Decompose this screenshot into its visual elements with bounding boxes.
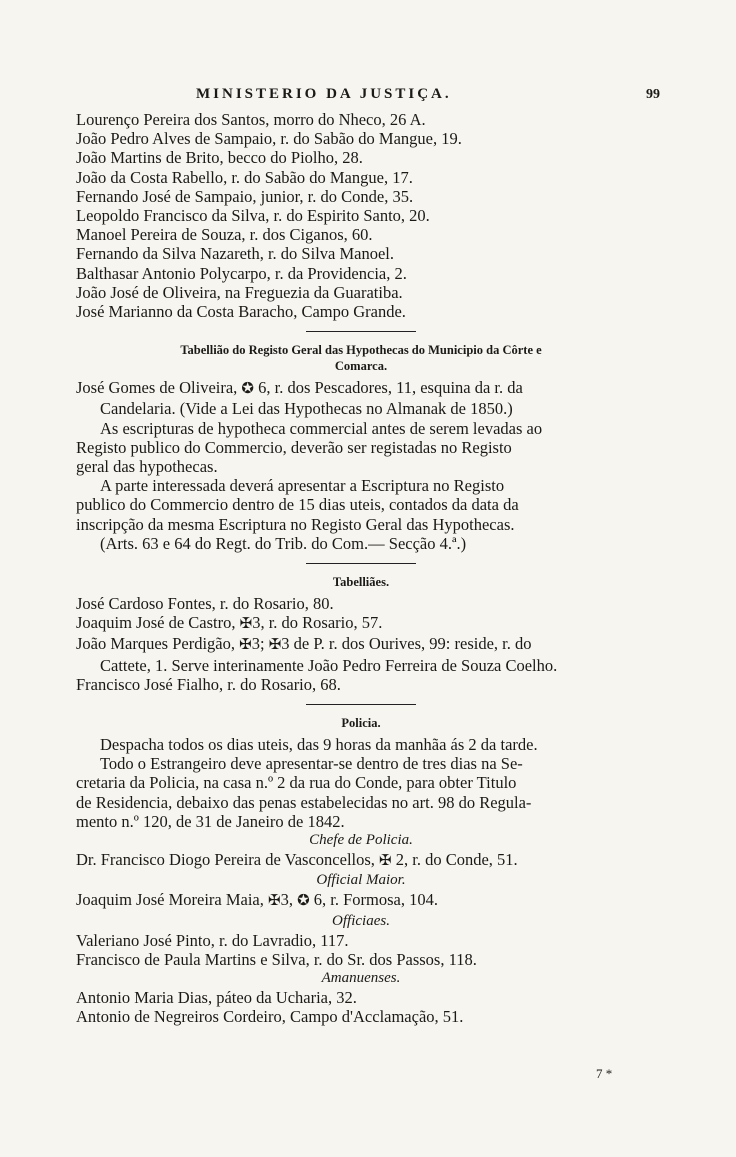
- list-item: João Martins de Brito, becco do Piolho, 28.: [76, 148, 363, 168]
- section-tabelliaes: [76, 574, 646, 694]
- entry-name: José Gomes de Oliveira,: [76, 378, 238, 398]
- list-item: Leopoldo Francisco da Silva, r. do Espirito Santo, 20.: [76, 206, 430, 226]
- list-item: José Cardoso Fontes, r. do Rosario, 80.: [76, 594, 334, 614]
- section-title: Policia.: [341, 716, 381, 731]
- list-item: [76, 890, 646, 911]
- section-divider: [306, 331, 416, 332]
- order-rose-icon: ✪: [241, 381, 254, 398]
- list-item: [76, 634, 646, 655]
- order-cross-icon: ✠: [239, 616, 253, 633]
- list-item: Lourenço Pereira dos Santos, morro do Nheco, 26 A.: [76, 110, 426, 129]
- list-item: João Pedro Alves de Sampaio, r. do Sabão do Mangue, 19.: [76, 129, 462, 149]
- paragraph-line: mento n.º 120, de 31 de Janeiro de 1842.: [76, 811, 345, 831]
- page-content: [76, 110, 646, 1026]
- list-item: João José de Oliveira, na Freguezia da Guaratiba.: [76, 282, 403, 302]
- section-title: Tabellião do Registo Geral das Hypothecas do Municipio da Côrte e: [180, 343, 542, 358]
- entry-name: Joaquim José Moreira Maia,: [76, 890, 264, 910]
- entry-address: 3 de P. r. dos Ourives, 99: reside, r. do: [281, 634, 532, 654]
- list-item: [76, 613, 646, 634]
- list-item: Antonio Maria Dias, páteo da Ucharia, 32.: [76, 987, 357, 1007]
- list-item: Antonio de Negreiros Cordeiro, Campo d'Acclamação, 51.: [76, 1007, 464, 1027]
- order-cross-icon: ✠: [379, 853, 392, 870]
- paragraph-line: geral das hypothecas.: [76, 457, 218, 477]
- entry-name: Dr. Francisco Diogo Pereira de Vasconcellos,: [76, 850, 375, 870]
- list-item: Manoel Pereira de Souza, r. dos Ciganos, 60.: [76, 225, 373, 245]
- running-title: MINISTERIO DA JUSTIÇA.: [196, 86, 452, 102]
- entry-address: 6, r. Formosa, 104.: [313, 890, 438, 910]
- entry-rank: 3;: [251, 634, 265, 654]
- page-header: [76, 86, 660, 103]
- subsection-title: Amanuenses.: [321, 969, 401, 986]
- paragraph-line: A parte interessada deverá apresentar a Escriptura no Registo: [100, 476, 505, 496]
- list-item: Balthasar Antonio Polycarpo, r. da Providencia, 2.: [76, 263, 407, 283]
- order-cross-icon: ✠: [268, 637, 282, 654]
- section-policia: [76, 715, 646, 1026]
- subsection-title: Official Maior.: [316, 872, 406, 889]
- list-item: João da Costa Rabello, r. do Sabão do Mangue, 17.: [76, 167, 413, 187]
- section-divider: [306, 704, 416, 705]
- section-title-cont: Comarca.: [334, 359, 388, 374]
- paragraph-line: cretaria da Policia, na casa n.º 2 da rua do Conde, para obter Titulo: [76, 773, 517, 793]
- list-item: José Marianno da Costa Baracho, Campo Grande.: [76, 302, 406, 322]
- subsection-title: Chefe de Policia.: [309, 832, 413, 849]
- paragraph-line: Todo o Estrangeiro deve apresentar-se dentro de tres dias na Se-: [100, 754, 523, 774]
- order-rose-icon: ✪: [297, 893, 310, 910]
- paragraph-line: de Residencia, debaixo das penas estabelecidas no art. 98 do Regula-: [76, 792, 532, 812]
- section-divider: [306, 563, 416, 564]
- paragraph-line: Despacha todos os dias uteis, das 9 horas da manhãa ás 2 da tarde.: [100, 735, 538, 755]
- paragraph-line: (Arts. 63 e 64 do Regt. do Trib. do Com.— Secção 4.ª.): [100, 533, 467, 553]
- list-item: Fernando José de Sampaio, junior, r. do Conde, 35.: [76, 186, 414, 206]
- entry-name: Joaquim José de Castro,: [76, 613, 236, 633]
- section-title: Tabelliães.: [332, 575, 390, 590]
- entry-name: João Marques Perdigão,: [76, 634, 236, 654]
- list-item: Valeriano José Pinto, r. do Lavradio, 117.: [76, 930, 349, 950]
- entry-address: 2, r. do Conde, 51.: [395, 850, 518, 870]
- order-cross-icon: ✠: [268, 893, 281, 910]
- paragraph-line: publico do Commercio dentro de 15 dias uteis, contados da data da: [76, 495, 519, 515]
- list-item: Fernando da Silva Nazareth, r. do Silva Manoel.: [76, 244, 395, 264]
- entry-rank: 3,: [280, 890, 293, 910]
- list-item: [76, 850, 646, 871]
- order-cross-icon: ✠: [239, 637, 252, 654]
- page-number: 99: [646, 87, 660, 102]
- list-item: Francisco de Paula Martins e Silva, r. do Sr. dos Passos, 118.: [76, 949, 477, 969]
- subsection-title: Officiaes.: [332, 912, 390, 929]
- entry-line-cont: Candelaria. (Vide a Lei das Hypothecas no Almanak de 1850.): [100, 399, 513, 419]
- section-registo-hypothecas: [76, 342, 646, 553]
- paragraph-line: Registo publico do Commercio, deverão ser registadas no Registo: [76, 437, 512, 457]
- printer-signature-mark: 7 *: [596, 1066, 613, 1081]
- entry-address: 3, r. do Rosario, 57.: [252, 613, 383, 633]
- list-item-cont: Cattete, 1. Serve interinamente João Pedro Ferreira de Souza Coelho.: [100, 655, 558, 675]
- entry-line: [76, 378, 646, 399]
- entry-address: 6, r. dos Pescadores, 11, esquina da r. da: [258, 378, 523, 398]
- list-item: Francisco José Fialho, r. do Rosario, 68.: [76, 674, 341, 694]
- name-list: [76, 110, 646, 321]
- paragraph-line: inscripção da mesma Escriptura no Registo Geral das Hypothecas.: [76, 514, 515, 534]
- paragraph-line: As escripturas de hypotheca commercial antes de serem levadas ao: [100, 418, 543, 438]
